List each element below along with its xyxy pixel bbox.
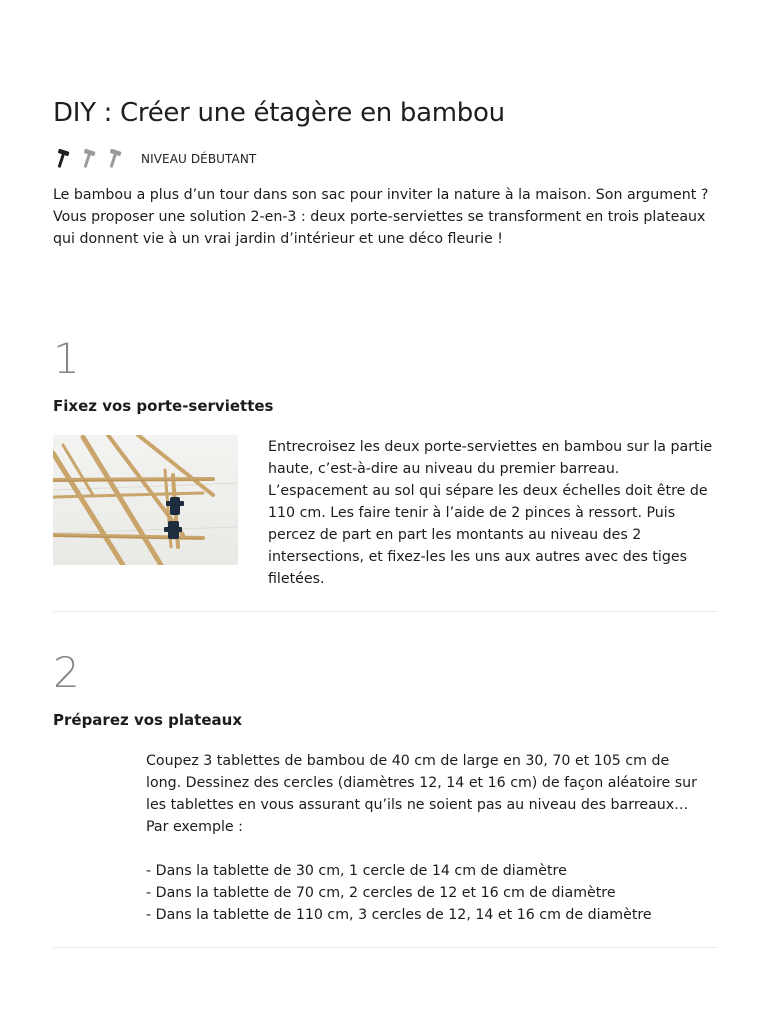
hammer-icon [79, 148, 97, 170]
list-item: - Dans la tablette de 110 cm, 3 cercles de 12, 14 et 16 cm de diamètre [146, 904, 706, 926]
step-title: Fixez vos porte-serviettes [53, 397, 274, 415]
step-list [146, 860, 706, 926]
step-description: Entrecroisez les deux porte-serviettes en bambou sur la partie haute, c’est-à-dire au niveau du premier barreau. L’espacement au sol qui sépare les deux échelles doit être de 110 cm. Les faire tenir à l’aide de 2 pinces à ressort. Puis percez de part en part les montants au niveau des 2 intersections, et fixez-les les uns aux autres avec des tiges filetées. [268, 439, 713, 587]
list-item: - Dans la tablette de 70 cm, 2 cercles de 12 et 16 cm de diamètre [146, 882, 706, 904]
step-number: 2 [53, 648, 80, 697]
difficulty-label: NIVEAU DÉBUTANT [141, 152, 257, 166]
step-paragraph: Coupez 3 tablettes de bambou de 40 cm de large en 30, 70 et 105 cm de long. Dessinez des cercles (diamètres 12, 14 et 16 cm) de façon aléatoire sur les tablettes en vous assurant qu’ils ne soient pas au niveau des barreaux… Par exemple : [146, 753, 697, 835]
step-image [53, 435, 238, 565]
step-title: Préparez vos plateaux [53, 711, 243, 729]
spacer [146, 838, 706, 860]
page-title: DIY : Créer une étagère en bambou [53, 98, 505, 128]
hammer-icon [53, 148, 71, 170]
hammer-icon [105, 148, 123, 170]
difficulty-rating [53, 148, 123, 170]
intro-paragraph: Le bambou a plus d’un tour dans son sac pour inviter la nature à la maison. Son argument ? Vous proposer une solution 2-en-3 : deux porte-serviettes se transforment en trois plateaux qui donnent vie à un vrai jardin d’intérieur et une déco fleurie ! [53, 187, 709, 247]
step-description [146, 750, 706, 926]
step-number: 1 [53, 334, 80, 383]
list-item: - Dans la tablette de 30 cm, 1 cercle de 14 cm de diamètre [146, 860, 706, 882]
difficulty-level [53, 146, 256, 172]
step-divider [53, 611, 717, 612]
step-divider [53, 947, 717, 948]
